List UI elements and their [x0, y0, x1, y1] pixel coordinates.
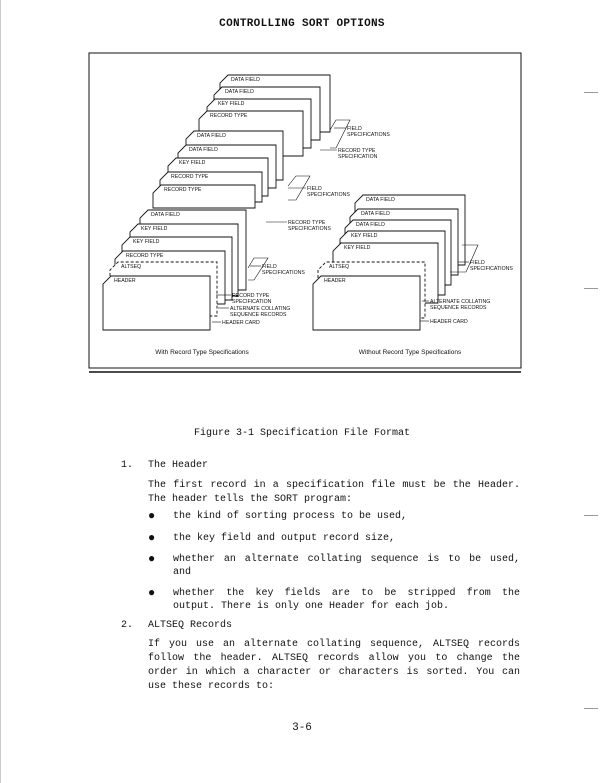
left-callout: SEQUENCE RECORDS: [230, 312, 287, 318]
left-callout: SPECIFICATIONS: [347, 132, 390, 138]
bullet-icon: ●: [148, 586, 156, 600]
bullet-3-line-2: and: [173, 567, 192, 578]
left-callout: RECORD TYPE: [288, 220, 326, 226]
right-stack-card-label: DATA FIELD: [366, 197, 395, 203]
margin-mark: [584, 515, 598, 516]
bullet-4-line-2: output. There is only one Header for each job.: [173, 601, 450, 612]
bullet-4-line-1: whether the key fields are to be stripped from the: [173, 588, 520, 599]
bullet-icon: ●: [148, 531, 156, 545]
left-callout: SPECIFICATION: [232, 299, 272, 305]
para-2-line-4: use these records to:: [148, 681, 275, 692]
right-callout: FIELD: [470, 260, 485, 266]
left-stack-card-label: RECORD TYPE: [171, 174, 209, 180]
left-callout: SPECIFICATIONS: [262, 270, 305, 276]
left-stack-card-label: HEADER: [114, 278, 136, 284]
left-stack-card-label: ALTSEQ: [121, 264, 142, 270]
left-stack-card-label: DATA FIELD: [151, 212, 180, 218]
figure-caption: Figure 3-1 Specification File Format: [193, 428, 411, 439]
right-stack-card: [313, 276, 420, 330]
left-stack-card-label: RECORD TYPE: [164, 187, 202, 193]
left-stack-card-label: KEY FIELD: [141, 226, 168, 232]
section-title-1: The Header: [148, 460, 209, 471]
left-callout: RECORD TYPE: [232, 293, 270, 299]
para-2-line-1: If you use an alternate collating sequence, ALTSEQ records: [148, 639, 520, 650]
para-2-line-3: order in which a character or characters is sorted. You can: [148, 667, 520, 678]
left-callout: FIELD: [262, 264, 277, 270]
left-callout: FIELD: [347, 126, 362, 132]
left-stack-card-label: DATA FIELD: [231, 77, 260, 83]
left-stack-card-label: RECORD TYPE: [210, 113, 248, 119]
section-title-2: ALTSEQ Records: [148, 620, 233, 631]
section-number-1: 1.: [121, 460, 134, 471]
bullet-icon: ●: [148, 552, 156, 566]
caption-left: With Record Type Specifications: [155, 349, 249, 356]
para-2-line-2: follow the header. ALTSEQ records allow you to change the: [148, 653, 520, 664]
left-callout: FIELD: [307, 186, 322, 192]
right-stack-card-label: KEY FIELD: [344, 245, 371, 251]
left-stack-card-label: KEY FIELD: [133, 239, 160, 245]
margin-mark: [584, 288, 598, 289]
left-stack-card-label: DATA FIELD: [189, 147, 218, 153]
bullet-icon: ●: [148, 509, 156, 523]
page-number: 3-6: [292, 722, 312, 734]
left-stack-card-label: DATA FIELD: [197, 133, 226, 139]
left-callout: HEADER CARD: [222, 320, 260, 326]
left-stack-card-label: DATA FIELD: [225, 89, 254, 95]
para-1-line-1: The first record in a specification file must be the Header.: [148, 480, 520, 491]
left-stack-card-label: KEY FIELD: [179, 160, 206, 166]
right-stack-card-label: ALTSEQ: [329, 264, 350, 270]
left-callout: RECORD TYPE: [338, 148, 376, 154]
right-callout: ALTERNATE COLLATING: [430, 299, 491, 305]
bullet-2: the key field and output record size,: [173, 533, 396, 544]
margin-mark: [584, 708, 598, 709]
right-stack-card-label: HEADER: [324, 278, 346, 284]
bullet-3-line-1: whether an alternate collating sequence is to be used,: [173, 554, 520, 565]
left-stack-card-label: KEY FIELD: [218, 101, 245, 107]
right-stack-card-label: KEY FIELD: [351, 233, 378, 239]
right-stack-card-label: DATA FIELD: [361, 211, 390, 217]
margin-mark: [584, 92, 598, 93]
right-callout: SPECIFICATIONS: [470, 266, 513, 272]
right-stack-card-label: DATA FIELD: [356, 222, 385, 228]
page-header: CONTROLLING SORT OPTIONS: [219, 18, 385, 30]
para-1-line-2: The header tells the SORT program:: [148, 494, 353, 505]
left-stack-card-label: RECORD TYPE: [126, 253, 164, 259]
left-callout: ALTERNATE COLLATING: [230, 306, 291, 312]
right-callout: SEQUENCE RECORDS: [430, 305, 487, 311]
left-callout: SPECIFICATIONS: [307, 192, 350, 198]
caption-right: Without Record Type Specifications: [358, 349, 462, 356]
bullet-1: the kind of sorting process to be used,: [173, 511, 408, 522]
left-callout: SPECIFICATIONS: [288, 226, 331, 232]
section-number-2: 2.: [121, 620, 134, 631]
left-callout: SPECIFICATION: [338, 154, 378, 160]
right-callout: HEADER CARD: [430, 319, 468, 325]
left-stack-card: [103, 276, 210, 330]
